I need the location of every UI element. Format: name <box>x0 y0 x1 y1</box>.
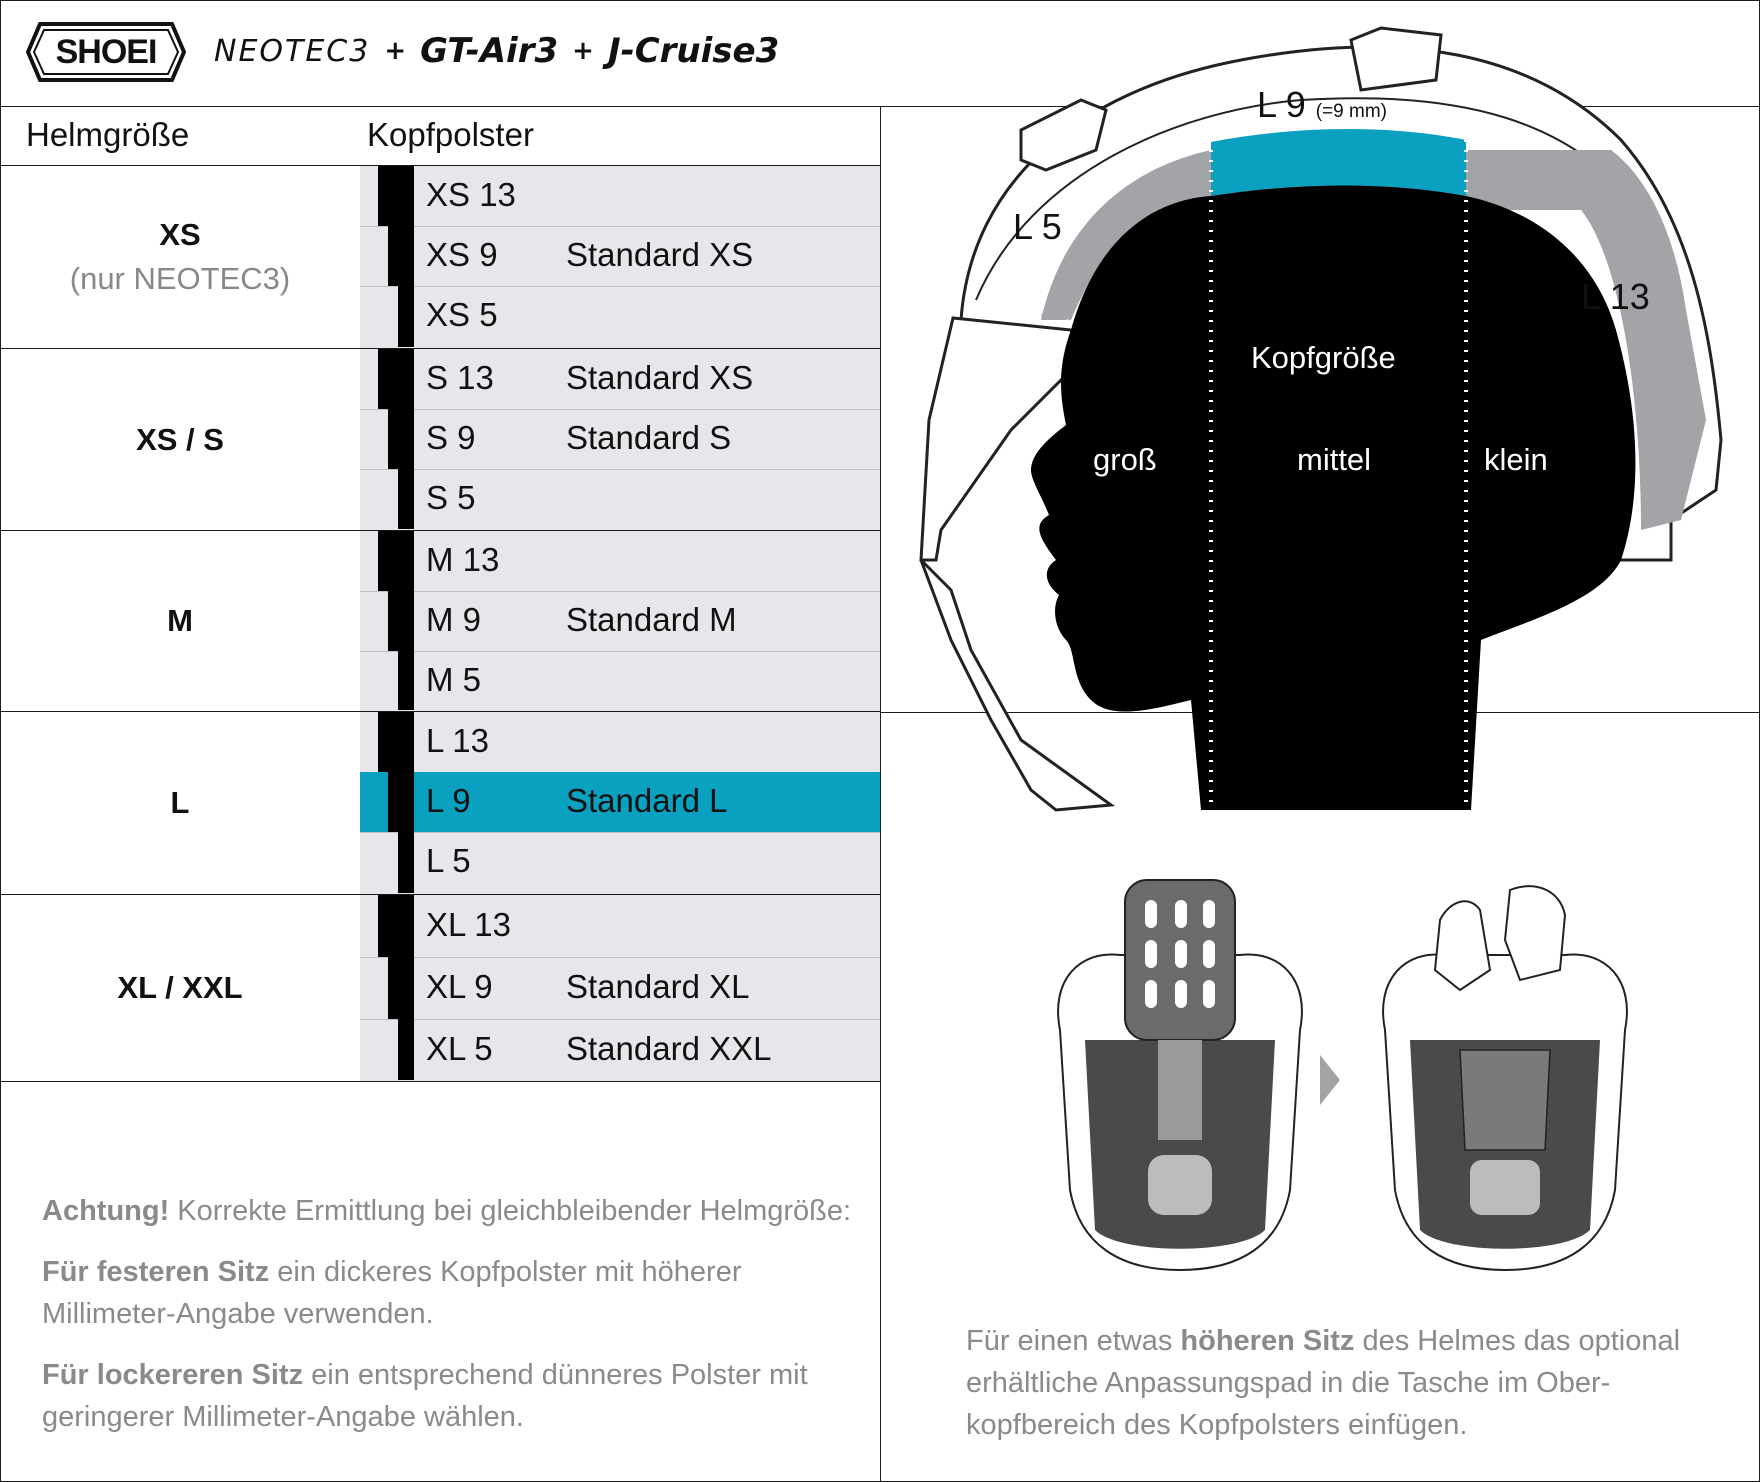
helmet-size-cell <box>0 531 361 711</box>
liner-after <box>1383 886 1627 1270</box>
label-head-size: Kopfgröße <box>1251 340 1396 375</box>
pad-thickness-bar <box>388 226 414 286</box>
l9-text: L 9 <box>1257 84 1306 125</box>
pad-row <box>360 832 880 893</box>
note-attention-bold: Achtung! <box>42 1195 170 1227</box>
model-neotec3: NEOTEC3 <box>214 33 371 69</box>
adjustment-pad-tip <box>966 1320 1746 1446</box>
pad-standard: Standard XS <box>566 236 754 273</box>
pad-label: L 13 <box>426 722 490 759</box>
column-helmet-size: Helmgröße <box>26 116 190 153</box>
pad-thickness-bar <box>388 591 414 651</box>
helmet-diagram <box>881 0 1760 830</box>
head-silhouette <box>1031 186 1635 811</box>
helmet-size-label: L <box>170 785 190 820</box>
helmet-size-label: XS / S <box>136 421 224 457</box>
pad-row <box>360 286 880 347</box>
pad-label: M 9 <box>426 601 482 638</box>
pad-thickness-bar <box>388 409 414 469</box>
helmet-size-label: XL / XXL <box>117 970 243 1005</box>
note-tighter-text: ein dickeres Kopfpolster mit höherer Millimeter-Angabe verwenden. <box>42 1256 742 1330</box>
pad-thickness-bar <box>378 712 414 772</box>
pad-standard: Standard L <box>566 782 728 819</box>
pad-illustrations <box>1040 860 1680 1280</box>
head-pad-options <box>360 531 880 711</box>
size-groups <box>0 166 880 1082</box>
helmet-size-cell <box>0 895 361 1081</box>
pad-thickness-bar <box>398 651 414 710</box>
helmet-size-cell <box>0 712 361 894</box>
pad-label: M 13 <box>426 541 500 578</box>
size-group <box>0 166 880 349</box>
column-head-pad: Kopfpolster <box>367 116 534 153</box>
liner-before <box>1058 880 1302 1270</box>
note-looser <box>42 1354 862 1438</box>
pad-label: XS 9 <box>426 236 498 273</box>
plus-sign: + <box>384 36 407 66</box>
l9-note: (=9 mm) <box>1315 101 1387 122</box>
vent-top <box>1351 28 1441 90</box>
arrow-icon <box>1320 1055 1340 1105</box>
pad-thickness-bar <box>398 832 414 893</box>
pad-thickness-bar <box>388 772 414 832</box>
tip-after: des Helmes das optional erhältliche Anpassungspad in die Tasche im Ober-kopfbereich des Kopfpolsters einfügen. <box>966 1325 1681 1441</box>
pad-label: S 13 <box>426 359 494 396</box>
pad-row <box>360 409 880 470</box>
pad-label: S 5 <box>426 479 476 516</box>
pad-label: L 5 <box>426 842 471 879</box>
size-group <box>0 531 880 712</box>
pad-thickness-bar <box>378 895 414 957</box>
helmet-size-label: M <box>167 603 193 638</box>
label-large: groß <box>1093 442 1157 477</box>
pad-row <box>360 591 880 652</box>
pad-row <box>360 772 880 833</box>
pad-row <box>360 531 880 592</box>
note-tighter-bold: Für festeren Sitz <box>42 1256 270 1288</box>
pad-label: S 9 <box>426 419 476 456</box>
label-l5: L 5 <box>1013 206 1062 247</box>
note-looser-text: ein entsprechend dünneres Polster mit geringerer Millimeter-Angabe wählen. <box>42 1359 808 1433</box>
tip-bold: höheren Sitz <box>1180 1325 1355 1357</box>
head-pad-options <box>360 895 880 1081</box>
note-tighter <box>42 1251 862 1335</box>
pad-thickness-bar <box>378 166 414 226</box>
pad-thickness-bar <box>398 286 414 347</box>
size-group <box>0 895 880 1082</box>
pad-label: XL 5 <box>426 1030 493 1067</box>
pad-label: XL 13 <box>426 906 512 943</box>
plus-sign: + <box>572 36 594 66</box>
pad-label: XL 9 <box>426 968 493 1005</box>
pad-standard: Standard XXL <box>566 1030 772 1067</box>
fit-notes <box>42 1190 862 1457</box>
note-attention-text: Korrekte Ermittlung bei gleichbleibender Helmgröße: <box>169 1195 852 1227</box>
model-j-cruise3: J-Cruise3 <box>607 31 780 71</box>
tip-before: Für einen etwas <box>966 1325 1181 1357</box>
pad-row <box>360 712 880 773</box>
pad-label: M 5 <box>426 661 482 698</box>
pad-label: XS 5 <box>426 296 498 333</box>
label-medium: mittel <box>1297 442 1372 477</box>
pad-row <box>360 469 880 529</box>
head-pad-options <box>360 349 880 530</box>
pad-thickness-bar <box>398 469 414 529</box>
helmet-size-note: (nur NEOTEC3) <box>69 261 291 296</box>
pad-thickness-bar <box>388 957 414 1019</box>
pad-thickness-bar <box>378 531 414 591</box>
helmet-size-cell <box>0 166 361 348</box>
label-l9 <box>1257 84 1387 126</box>
label-small: klein <box>1484 442 1548 477</box>
head-pad-options <box>360 712 880 894</box>
pad-thickness-bar <box>398 1019 414 1080</box>
pad-standard: Standard S <box>566 419 732 456</box>
label-l13: L 13 <box>1581 276 1650 317</box>
model-names <box>214 26 779 76</box>
pad-row <box>360 1019 880 1080</box>
shoei-logo <box>26 22 186 82</box>
pad-row <box>360 895 880 958</box>
pad-standard: Standard XS <box>566 359 754 396</box>
size-table <box>0 106 880 1082</box>
pad-standard: Standard M <box>566 601 737 638</box>
pad-row <box>360 166 880 227</box>
pad-row <box>360 957 880 1020</box>
size-group <box>0 712 880 895</box>
note-attention <box>42 1190 862 1232</box>
pad-label: XS 13 <box>426 176 516 213</box>
pad-standard: Standard XL <box>566 968 750 1005</box>
pad-label: L 9 <box>426 782 471 819</box>
pad-insert-illustration <box>1040 860 1680 1280</box>
pad-row <box>360 226 880 287</box>
helmet-size-cell <box>0 349 361 530</box>
helmet-size-label: XS <box>159 217 201 252</box>
pad-row <box>360 349 880 410</box>
head-pad-options <box>360 166 880 348</box>
pad-thickness-bar <box>378 349 414 409</box>
table-header <box>0 106 880 166</box>
note-looser-bold: Für lockereren Sitz <box>42 1359 304 1391</box>
model-gt-air3: GT-Air3 <box>420 31 559 71</box>
size-group <box>0 349 880 531</box>
pad-row <box>360 651 880 710</box>
logo-text: SHOEI <box>55 32 157 71</box>
